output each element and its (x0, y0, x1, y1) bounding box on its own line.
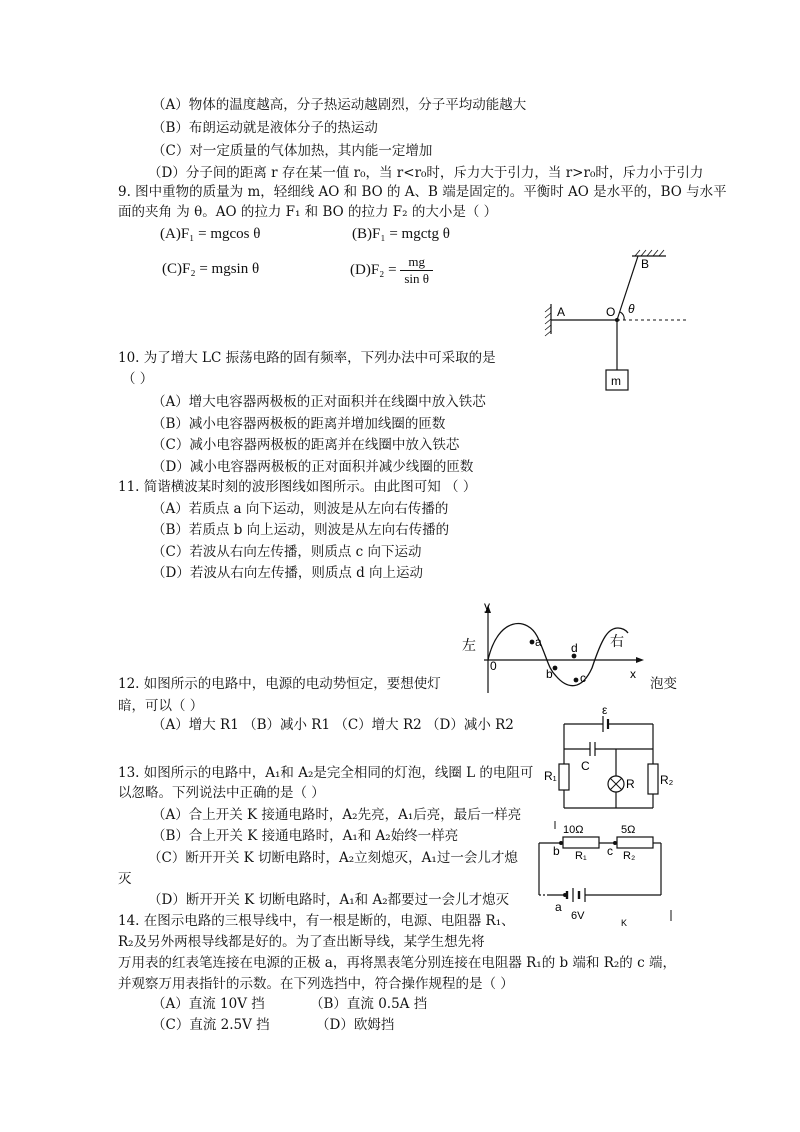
q12-fig-r: R (626, 777, 635, 791)
q12-fig-r1: R₁ (544, 769, 557, 783)
q14-fig-r2: R₂ (623, 850, 636, 862)
q11-fig-x: x (630, 667, 636, 681)
q14-option-a: （A）直流 10V 挡 (152, 996, 265, 1012)
q14-option-d: （D）欧姆挡 (316, 1017, 395, 1033)
q12-stem-line1: 12. 如图所示的电路中，电源的电动势恒定，要想使灯 (118, 676, 441, 692)
q13-option-a: （A）合上开关 K 接通电路时，A₂先亮，A₁后亮，最后一样亮 (152, 807, 522, 823)
q11-stem: 11. 简谐横波某时刻的波形图线如图所示。由此图可知 （ ） (118, 479, 477, 495)
q12-stem-line2: 暗，可以（ ） (118, 698, 204, 714)
q9-fig-label-theta: θ (628, 302, 635, 316)
q9-option-a: (A)F₁ = mgcos θ (160, 226, 261, 242)
q14-fig-a: a (555, 900, 562, 914)
q14-fig-voltage: 6V (571, 910, 585, 922)
q12-circuit (540, 704, 690, 812)
q14-stem-line3: 万用表的红表笔连接在电源的正极 a，再将黑表笔分别连接在电阻器 R₁的 b 端和 R₂的 c 端， (118, 955, 676, 971)
q11-fig-y: y (484, 599, 490, 613)
q9-fig-label-a: A (557, 305, 566, 319)
q9-force-diagram (540, 240, 690, 400)
q8-option-d: （D）分子间的距离 r 存在某一值 r₀，当 r<r₀时，斥力大于引力，当 r>r₀时，斥力小于引力 (148, 165, 704, 181)
q14-fig-b: b (553, 844, 560, 858)
q13-option-b: （B）合上开关 K 接通电路时，A₁和 A₂始终一样亮 (152, 828, 459, 844)
q11-fig-a: a (535, 635, 542, 649)
q11-fig-b: b (546, 667, 553, 681)
q13-stem-line1: 13. 如图所示的电路中，A₁和 A₂是完全相同的灯泡，线圈 L 的电阻可 (118, 765, 534, 781)
q9-fig-label-m: m (611, 374, 621, 388)
q14-fig-r2-value: 5Ω (621, 824, 636, 836)
q12-fig-emf: ε (602, 704, 608, 717)
q10-option-a: （A）增大电容器两极板的正对面积并在线圈中放入铁芯 (152, 394, 486, 410)
q10-option-b: （B）减小电容器两极板的距离并增加线圈的匝数 (152, 416, 446, 432)
q10-stem-line1: 10. 为了增大 LC 振荡电路的固有频率，下列办法中可采取的是 (118, 350, 496, 366)
q14-stem-line2: R₂及另外两根导线都是好的。为了查出断导线，某学生想先将 (118, 934, 485, 950)
q11-option-b: （B）若质点 b 向上运动，则波是从左向右传播的 (152, 522, 450, 538)
q13-option-c-line2: 灭 (118, 871, 132, 887)
q11-option-c: （C）若波从右向左传播，则质点 c 向下运动 (152, 544, 422, 560)
q11-fig-left: 左 (462, 637, 476, 653)
q14-fig-r1: R₁ (575, 850, 587, 862)
q13-option-c-line1: （C）断开开关 K 切断电路时，A₂立刻熄灭，A₁过一会儿才熄 (148, 850, 518, 866)
q12-options: （A）增大 R1 （B）减小 R1 （C）增大 R2 （D）减小 R2 (152, 717, 514, 733)
q12-fig-capacitor: C (581, 759, 590, 773)
q9-option-d-denominator: sin θ (404, 271, 430, 286)
q8-option-c: （C）对一定质量的气体加热，其内能一定增加 (152, 143, 433, 159)
q11-option-d: （D）若波从右向左传播，则质点 d 向上运动 (152, 565, 424, 581)
q11-wave-graph (458, 598, 648, 696)
q11-fig-c: c (580, 671, 586, 685)
q9-option-b: (B)F₁ = mgctg θ (352, 226, 450, 242)
q9-option-d-fraction (400, 254, 433, 287)
q10-stem-line2: （ ） (122, 371, 154, 387)
q9-option-c: (C)F₂ = mgsin θ (162, 261, 260, 277)
q12-stem-line1-tail: 泡变 (650, 676, 677, 692)
q13-option-d: （D）断开开关 K 切断电路时，A₁和 A₂都要过一会儿才熄灭 (148, 892, 510, 908)
q8-option-b: （B）布朗运动就是液体分子的热运动 (152, 120, 378, 136)
q10-option-d: （D）减小电容器两极板的正对面积并减少线圈的匝数 (152, 459, 474, 475)
q9-option-d-prefix: (D)F₂ = (350, 261, 397, 278)
q12-fig-r2: R₂ (660, 773, 674, 787)
q14-fig-c: c (607, 844, 613, 858)
q10-option-c: （C）减小电容器两极板的距离并在线圈中放入铁芯 (152, 437, 460, 453)
q14-fig-switch: K (621, 918, 628, 927)
q14-fig-r1-value: 10Ω (563, 824, 584, 836)
q9-option-d-numerator: mg (400, 254, 433, 271)
q14-stem-line1: 14. 在图示电路的三根导线中，有一根是断的，电源、电阻器 R₁、 (118, 913, 515, 929)
q9-fig-label-b: B (641, 257, 650, 271)
q8-option-a: （A）物体的温度越高，分子热运动越剧烈，分子平均动能越大 (152, 97, 527, 113)
q11-fig-d: d (571, 641, 578, 655)
q14-stem-line4: 并观察万用表指针的示数。在下列选挡中，符合操作规程的是（ ） (118, 976, 514, 992)
q11-fig-right: 右 (610, 633, 624, 649)
q9-stem-line2: 面的夹角 为 θ。AO 的拉力 F₁ 和 BO 的拉力 F₂ 的大小是（ ） (118, 204, 498, 220)
q11-fig-origin: 0 (490, 659, 497, 673)
q14-option-b: （B）直流 0.5A 挡 (310, 996, 428, 1012)
q9-option-d (350, 254, 433, 287)
q14-circuit (525, 815, 685, 927)
q9-fig-label-o: O (606, 305, 616, 319)
q11-option-a: （A）若质点 a 向下运动，则波是从左向右传播的 (152, 501, 449, 517)
q9-stem-line1: 9. 图中重物的质量为 m，轻细线 AO 和 BO 的 A、B 端是固定的。平衡时 AO 是水平的，BO 与水平 (118, 184, 727, 200)
q14-option-c: （C）直流 2.5V 挡 (152, 1017, 270, 1033)
q13-stem-line2: 以忽略。下列说法中正确的是（ ） (118, 785, 325, 801)
